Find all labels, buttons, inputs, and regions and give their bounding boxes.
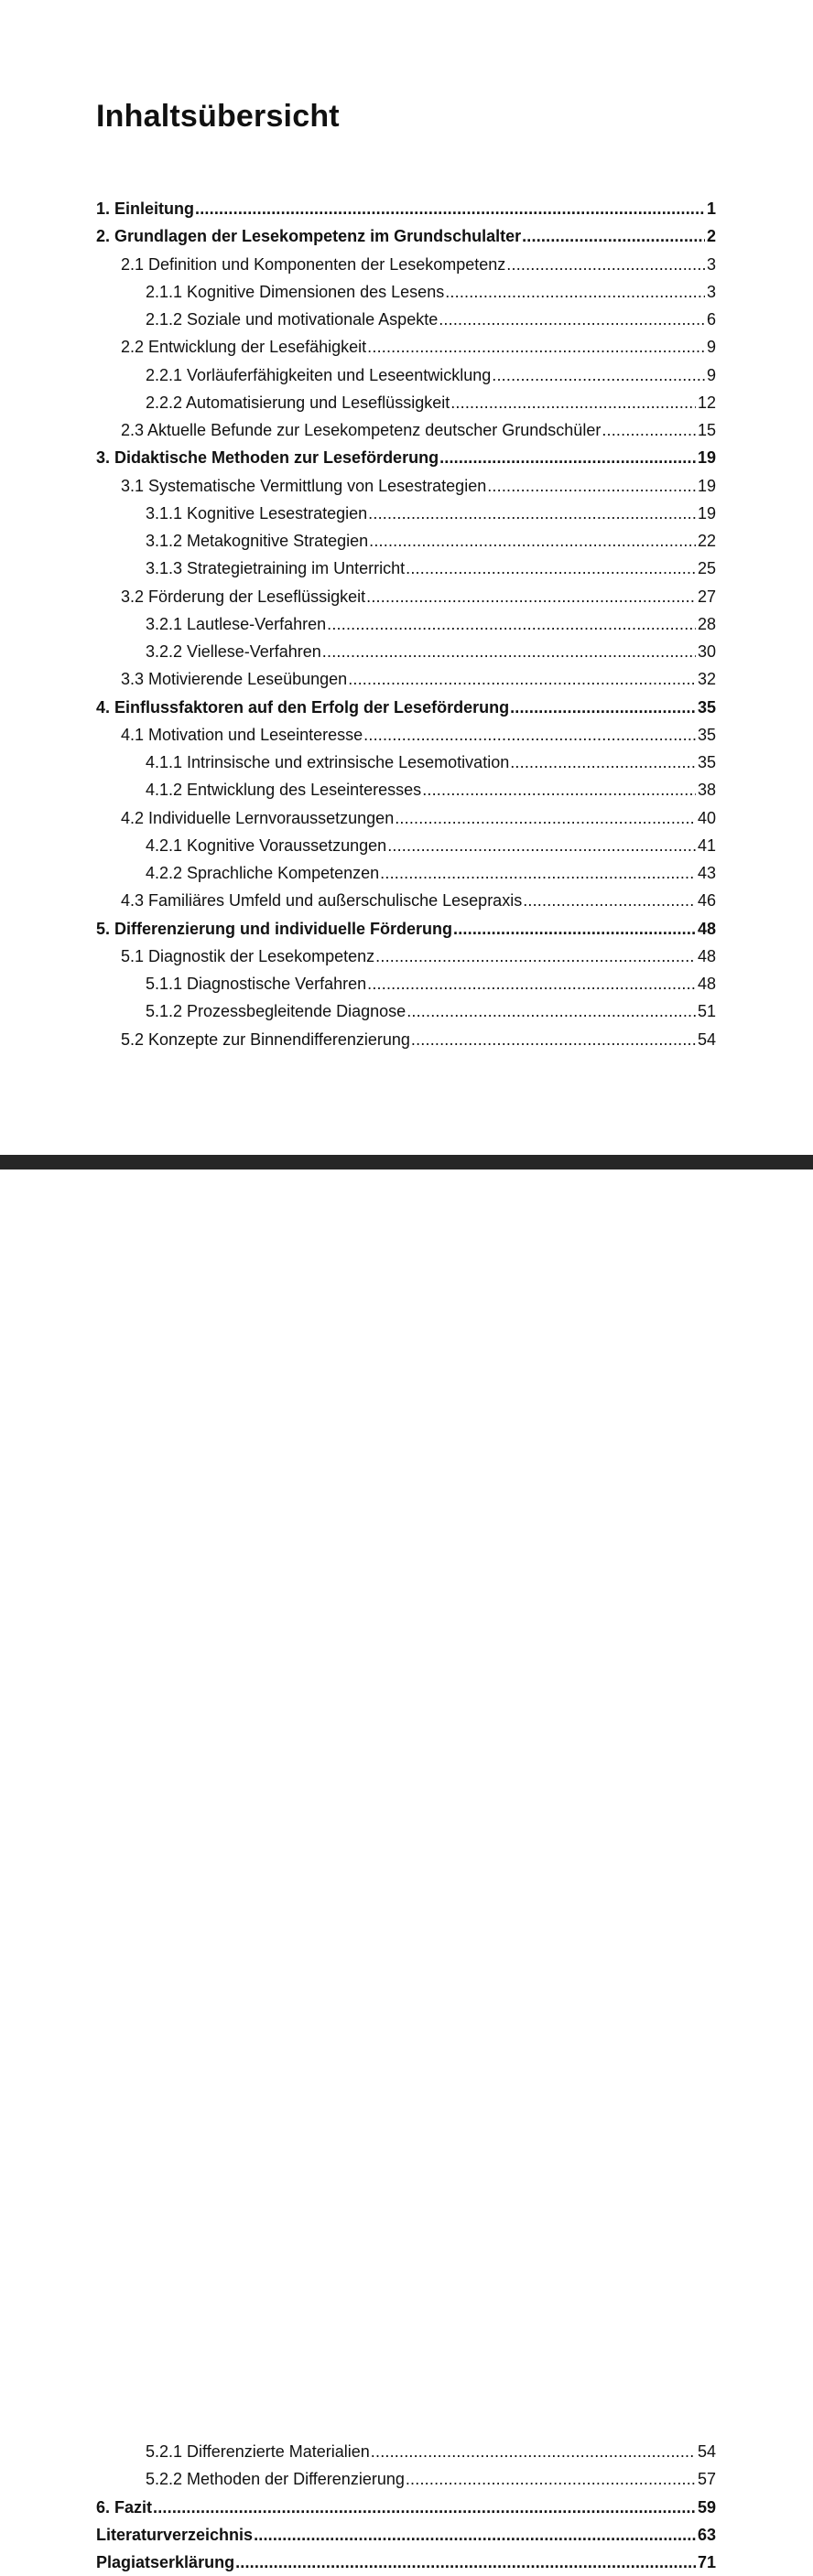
toc-page-number: 63	[697, 2525, 716, 2544]
toc-entry-title: 3.1 Systematische Vermittlung von Lesestrategien	[121, 476, 487, 495]
toc-entry[interactable]	[96, 2494, 716, 2521]
toc-entry-title: 2.1.2 Soziale und motivationale Aspekte	[146, 310, 439, 329]
toc-entry[interactable]	[96, 915, 716, 943]
toc-dot-leader	[506, 251, 705, 278]
toc-entry-title: 3.2.2 Viellese-Verfahren	[146, 642, 321, 661]
toc-entry[interactable]	[146, 500, 716, 527]
document-page-1	[0, 0, 813, 1155]
toc-page-number: 51	[697, 1002, 716, 1021]
toc-page-number: 48	[697, 919, 716, 938]
toc-entry-title: 2.2.1 Vorläuferfähigkeiten und Leseentwicklung	[146, 365, 492, 384]
toc-dot-leader	[387, 832, 696, 859]
toc-entry[interactable]	[121, 472, 716, 500]
toc-entry[interactable]	[146, 997, 716, 1025]
toc-entry[interactable]	[146, 859, 716, 887]
toc-entry-title: Plagiatserklärung	[96, 2553, 235, 2571]
toc-dot-leader	[406, 997, 696, 1025]
toc-dot-leader	[195, 195, 705, 222]
toc-page-number: 48	[697, 975, 716, 993]
toc-page-number: 19	[697, 503, 716, 523]
toc-dot-leader	[235, 2549, 696, 2576]
toc-entry-title: 4.2.1 Kognitive Voraussetzungen	[146, 835, 387, 855]
toc-entry[interactable]	[121, 943, 716, 970]
toc-dot-leader	[445, 278, 705, 306]
toc-entry-title: 4.2 Individuelle Lernvoraussetzungen	[121, 808, 395, 827]
toc-entry[interactable]	[146, 610, 716, 638]
toc-page-number: 35	[697, 697, 716, 717]
toc-page-number: 3	[706, 254, 716, 274]
toc-entry-title: 6. Fazit	[96, 2497, 153, 2517]
toc-entry-title: 3.1.3 Strategietraining im Unterricht	[146, 559, 406, 578]
toc-page-number: 32	[697, 670, 716, 689]
toc-page-number: 40	[697, 808, 716, 827]
toc-entry-title: 3.1.2 Metakognitive Strategien	[146, 532, 369, 550]
toc-page-number: 19	[697, 476, 716, 495]
toc-page-number: 6	[706, 310, 716, 329]
toc-page-number: 71	[697, 2553, 716, 2571]
toc-entry-title: 5.2.1 Differenzierte Materialien	[146, 2442, 370, 2461]
toc-entry[interactable]	[146, 2438, 716, 2465]
toc-page-number: 22	[697, 532, 716, 550]
toc-dot-leader	[367, 333, 705, 361]
toc-dot-leader	[366, 583, 696, 610]
toc-page-number: 57	[697, 2470, 716, 2489]
toc-page-number: 28	[697, 614, 716, 633]
toc-dot-leader	[367, 970, 696, 997]
toc-entry[interactable]	[121, 1026, 716, 1053]
toc-page-number: 48	[697, 946, 716, 965]
toc-dot-leader	[602, 416, 696, 444]
toc-entry[interactable]	[146, 638, 716, 665]
toc-entry-title: Literaturverzeichnis	[96, 2525, 254, 2544]
toc-entry-title: 5.1.1 Diagnostische Verfahren	[146, 975, 367, 993]
toc-entry-title: 4.2.2 Sprachliche Kompetenzen	[146, 864, 380, 882]
toc-entry-title: 2.2.2 Automatisierung und Leseflüssigkeit	[146, 393, 450, 412]
toc-page-number: 19	[697, 448, 716, 468]
toc-page-number: 59	[697, 2497, 716, 2517]
toc-entry[interactable]	[146, 832, 716, 859]
toc-entry-title: 1. Einleitung	[96, 199, 195, 218]
document-page-2	[0, 1169, 813, 2571]
toc-entry-title: 2. Grundlagen der Lesekompetenz im Grundschulalter	[96, 227, 522, 246]
toc-entry[interactable]	[146, 527, 716, 555]
toc-entry[interactable]	[96, 195, 716, 222]
toc-page-number: 12	[697, 393, 716, 412]
toc-dot-leader	[510, 749, 696, 776]
toc-entry-title: 4.3 Familiäres Umfeld und außerschulische Lesepraxis	[121, 891, 523, 911]
toc-entry-title: 3.3 Motivierende Leseübungen	[121, 670, 348, 689]
toc-entry-title: 2.1 Definition und Komponenten der Lesekompetenz	[121, 254, 506, 274]
toc-page-number: 9	[706, 338, 716, 357]
toc-page-number: 2	[706, 227, 716, 246]
toc-entry-title: 5. Differenzierung und individuelle Förderung	[96, 919, 453, 938]
toc-entry-title: 5.1.2 Prozessbegleitende Diagnose	[146, 1002, 406, 1021]
toc-dot-leader	[406, 2465, 696, 2493]
toc-entry[interactable]	[146, 361, 716, 389]
toc-entry[interactable]	[146, 555, 716, 582]
toc-page-number: 1	[706, 199, 716, 218]
toc-dot-leader	[523, 887, 696, 914]
toc-dot-leader	[322, 638, 696, 665]
toc-page-number: 54	[697, 1029, 716, 1049]
toc-entry-title: 5.1 Diagnostik der Lesekompetenz	[121, 946, 375, 965]
toc-entry-title: 3. Didaktische Methoden zur Leseförderung	[96, 448, 439, 468]
toc-dot-leader	[371, 2438, 696, 2465]
toc-entry[interactable]	[146, 306, 716, 333]
toc-entry-title: 5.2 Konzepte zur Binnendifferenzierung	[121, 1029, 410, 1049]
toc-page-number: 38	[697, 781, 716, 800]
toc-page-number: 3	[706, 282, 716, 301]
toc-entry[interactable]	[121, 665, 716, 693]
toc-title: Inhaltsübersicht	[96, 99, 340, 134]
toc-entry-title: 4.1.1 Intrinsische und extrinsische Lesemotivation	[146, 753, 510, 771]
toc-page-number: 35	[697, 753, 716, 771]
toc-entry[interactable]	[121, 416, 716, 444]
toc-entry[interactable]	[121, 251, 716, 278]
toc-dot-leader	[363, 721, 696, 749]
toc-entry-title: 2.2 Entwicklung der Lesefähigkeit	[121, 338, 367, 357]
toc-entry[interactable]	[96, 2521, 716, 2549]
toc-dot-leader	[254, 2521, 696, 2549]
toc-entry[interactable]	[146, 278, 716, 306]
toc-dot-leader	[327, 610, 696, 638]
toc-dot-leader	[380, 859, 696, 887]
toc-page-number: 25	[697, 559, 716, 578]
toc-dot-leader	[395, 804, 696, 832]
toc-entry[interactable]	[96, 2549, 716, 2576]
toc-dot-leader	[348, 665, 696, 693]
toc-dot-leader	[439, 444, 696, 471]
toc-dot-leader	[422, 776, 696, 803]
toc-page-number: 27	[697, 587, 716, 606]
toc-entry-title: 4.1 Motivation und Leseinteresse	[121, 725, 363, 744]
toc-entry[interactable]	[146, 2465, 716, 2493]
toc-entry[interactable]	[121, 583, 716, 610]
toc-dot-leader	[450, 389, 696, 416]
toc-entry-title: 5.2.2 Methoden der Differenzierung	[146, 2470, 405, 2489]
toc-dot-leader	[522, 222, 705, 250]
toc-page-number: 15	[697, 421, 716, 439]
toc-dot-leader	[406, 555, 696, 582]
toc-page-number: 9	[706, 365, 716, 384]
toc-entry[interactable]	[121, 804, 716, 832]
page-break-divider	[0, 1155, 813, 1169]
toc-page-number: 41	[697, 835, 716, 855]
toc-dot-leader	[439, 306, 705, 333]
toc-dot-leader	[487, 472, 696, 500]
toc-entry-title: 3.1.1 Kognitive Lesestrategien	[146, 503, 368, 523]
toc-page-number: 43	[697, 864, 716, 882]
toc-entry-title: 4.1.2 Entwicklung des Leseinteresses	[146, 781, 422, 800]
toc-entry[interactable]	[146, 749, 716, 776]
toc-entry-title: 2.3 Aktuelle Befunde zur Lesekompetenz deutscher Grundschüler	[121, 421, 602, 439]
toc-entry[interactable]	[96, 444, 716, 471]
toc-entry-title: 3.2 Förderung der Leseflüssigkeit	[121, 587, 366, 606]
toc-page-number: 35	[697, 725, 716, 744]
toc-entry[interactable]	[146, 776, 716, 803]
toc-page-number: 30	[697, 642, 716, 661]
toc-entry-title: 3.2.1 Lautlese-Verfahren	[146, 614, 327, 633]
toc-entry[interactable]	[96, 694, 716, 721]
toc-dot-leader	[453, 915, 696, 943]
toc-dot-leader	[369, 527, 696, 555]
toc-entry[interactable]	[146, 970, 716, 997]
toc-entry[interactable]	[121, 333, 716, 361]
toc-dot-leader	[375, 943, 696, 970]
toc-entry[interactable]	[121, 721, 716, 749]
toc-page-number: 46	[697, 891, 716, 911]
toc-entry-title: 2.1.1 Kognitive Dimensionen des Lesens	[146, 282, 445, 301]
toc-page-number: 54	[697, 2442, 716, 2461]
toc-dot-leader	[510, 694, 696, 721]
toc-dot-leader	[411, 1026, 696, 1053]
toc-dot-leader	[368, 500, 696, 527]
toc-dot-leader	[492, 361, 705, 389]
toc-entry[interactable]	[146, 389, 716, 416]
toc-entry[interactable]	[121, 887, 716, 914]
toc-entry-title: 4. Einflussfaktoren auf den Erfolg der Leseförderung	[96, 697, 510, 717]
toc-entry[interactable]	[96, 222, 716, 250]
toc-dot-leader	[153, 2494, 696, 2521]
